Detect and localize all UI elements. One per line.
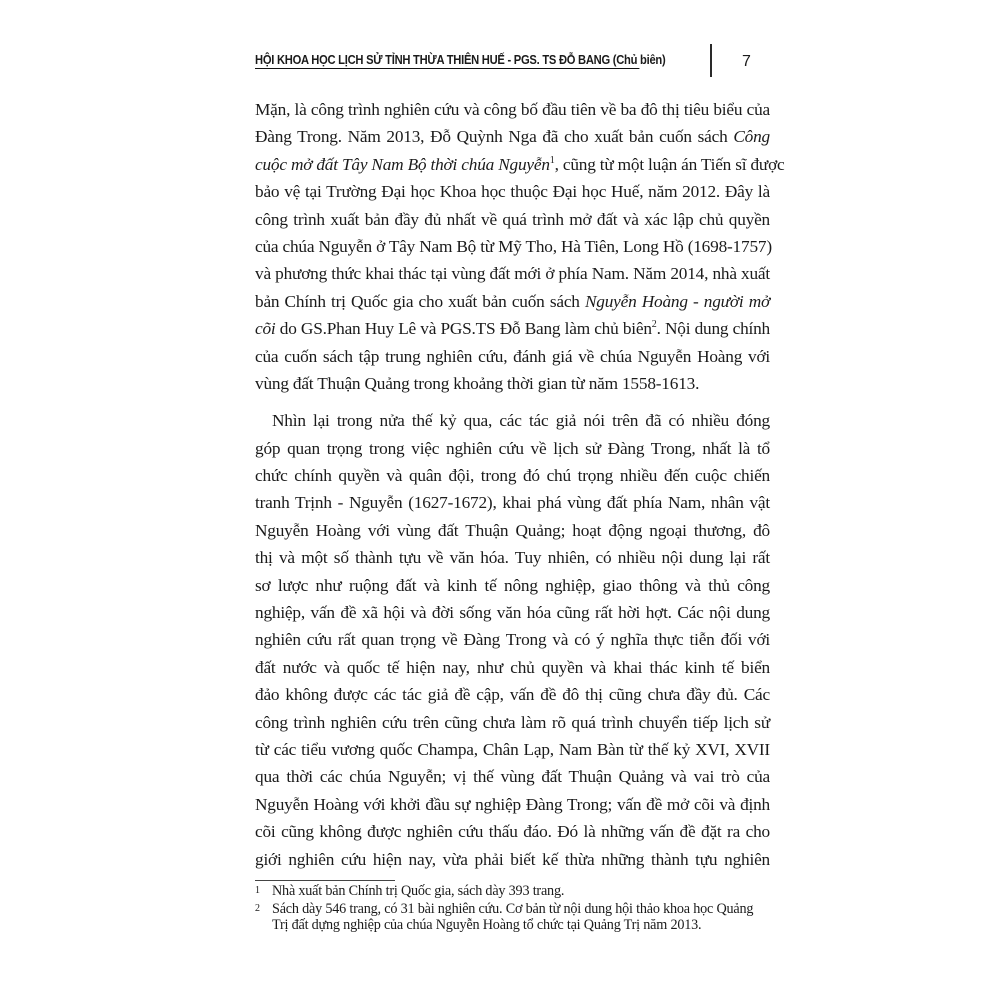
running-header: HỘI KHOA HỌC LỊCH SỬ TỈNH THỪA THIÊN HUẾ - PGS. TS ĐỖ BANG (Chủ biên) <box>255 52 666 67</box>
body-line: từ các tiểu vương quốc Champa, Chân Lạp, Nam Bàn từ thế kỷ XVI, XVII <box>255 739 770 759</box>
body-line: của cuốn sách tập trung nghiên cứu, đánh giá về chúa Nguyễn Hoàng với <box>255 346 770 366</box>
body-line: đất nước và quốc tế hiện nay, như chủ quyền và khai thác kinh tế biển <box>255 657 770 677</box>
body-line: Mặn, là công trình nghiên cứu và công bố đầu tiên về ba đô thị tiêu biểu của <box>255 100 770 119</box>
body-line: giới nghiên cứu hiện nay, vừa phải biết kế thừa những thành tựu nghiên <box>255 849 770 869</box>
body-text <box>255 96 785 873</box>
body-line: sơ lược như ruộng đất và kinh tế nông nghiệp, giao thông và thủ công <box>255 575 770 595</box>
body-line: bảo vệ tại Trường Đại học Khoa học thuộc Đại học Huế, năm 2012. Đây là <box>255 182 770 202</box>
body-line: cõi do GS.Phan Huy Lê và PGS.TS Đỗ Bang làm chủ biên$^2$. Nội dung chính <box>255 319 771 339</box>
book-title: Nguyễn Hoàng - người mở <box>584 291 771 311</box>
body-line: chức chính quyền và quân đội, trong đó chú trọng nhiều đến cuộc chiến <box>255 466 770 486</box>
body-line: góp quan trọng trong việc nghiên cứu về lịch sử Đàng Trong, nhất là tổ <box>255 438 770 458</box>
footnote-text: Trị đất dựng nghiệp của chúa Nguyễn Hoàng tổ chức tại Quảng Trị năm 2013. <box>272 917 702 933</box>
body-line: Nguyễn Hoàng với khởi đầu sự nghiệp Đàng Trong; vấn đề mở cõi và định <box>255 794 770 814</box>
body-line: Nhìn lại trong nửa thế kỷ qua, các tác giả nói trên đã có nhiều đóng <box>272 411 770 431</box>
footnote-text: Sách dày 546 trang, có 31 bài nghiên cứu. Cơ bản từ nội dung hội thảo khoa học Quảng <box>272 901 754 917</box>
book-title: cuộc mở đất Tây Nam Bộ thời chúa Nguyễn <box>255 154 550 174</box>
body-line: và phương thức khai thác tại vùng đất mới ở phía Nam. Năm 2014, nhà xuất <box>255 264 770 284</box>
body-line: công trình xuất bản đầy đủ nhất về quá trình mở đất và xác lập chủ quyền <box>255 209 770 229</box>
footnote-line <box>255 901 770 917</box>
body-line: nghiên cứu rất quan trọng về Đàng Trong và có ý nghĩa thực tiễn đối với <box>255 630 770 650</box>
body-line: của chúa Nguyễn ở Tây Nam Bộ từ Mỹ Tho, Hà Tiên, Long Hồ (1698-1757) <box>255 236 772 256</box>
body-line: công trình nghiên cứu trên cũng chưa làm rõ quá trình chuyển tiếp lịch sử <box>255 712 770 732</box>
header-divider <box>710 44 712 77</box>
book-title: cõi <box>255 319 276 339</box>
body-line: bản Chính trị Quốc gia cho xuất bản cuốn sách Nguyễn Hoàng - người mở <box>255 291 771 311</box>
body-line: qua thời các chúa Nguyễn; vị thế vùng đất Thuận Quảng và vai trò của <box>255 767 770 787</box>
body-line: vùng đất Thuận Quảng trong khoảng thời gian từ năm 1558-1613. <box>255 373 700 393</box>
body-line: cuộc mở đất Tây Nam Bộ thời chúa Nguyễn$^1$, cũng từ một luận án Tiến sĩ được <box>255 154 785 174</box>
body-line: nghiệp, vấn đề xã hội và đời sống văn hóa cũng rất hời hợt. Các nội dung <box>255 603 770 623</box>
footnote-ref: 1 <box>549 155 555 167</box>
footnote-divider <box>255 880 395 881</box>
body-line: tranh Trịnh - Nguyễn (1627-1672), khai phá vùng đất phía Nam, nhân vật <box>255 493 770 513</box>
body-line: thị và một số thành tựu về văn hóa. Tuy nhiên, có nhiều nội dung lại rất <box>255 548 770 568</box>
body-line: Đàng Trong. Năm 2013, Đỗ Quỳnh Nga đã cho xuất bản cuốn sách Công <box>255 127 770 147</box>
footnote-text: Nhà xuất bản Chính trị Quốc gia, sách dày 393 trang. <box>272 883 565 899</box>
paragraph-2 <box>255 407 770 873</box>
body-line: Nguyễn Hoàng với vùng đất Thuận Quảng; hoạt động ngoại thương, đô <box>255 520 770 540</box>
body-line: đảo không được các tác giả đề cập, vấn đề đô thị cũng chưa đầy đủ. Các <box>255 685 770 705</box>
footnote-mark: 1 <box>255 885 260 896</box>
footnote-ref: 2 <box>651 319 657 331</box>
page-number: 7 <box>742 53 751 70</box>
footnotes <box>255 883 770 933</box>
book-title: Công <box>733 127 770 147</box>
body-line: cõi cũng không được nghiên cứu thấu đáo. Đó là những vấn đề đặt ra cho <box>255 822 770 842</box>
footnote-line <box>255 917 770 933</box>
footnote-line <box>255 883 770 899</box>
footnote-mark: 2 <box>255 903 260 914</box>
